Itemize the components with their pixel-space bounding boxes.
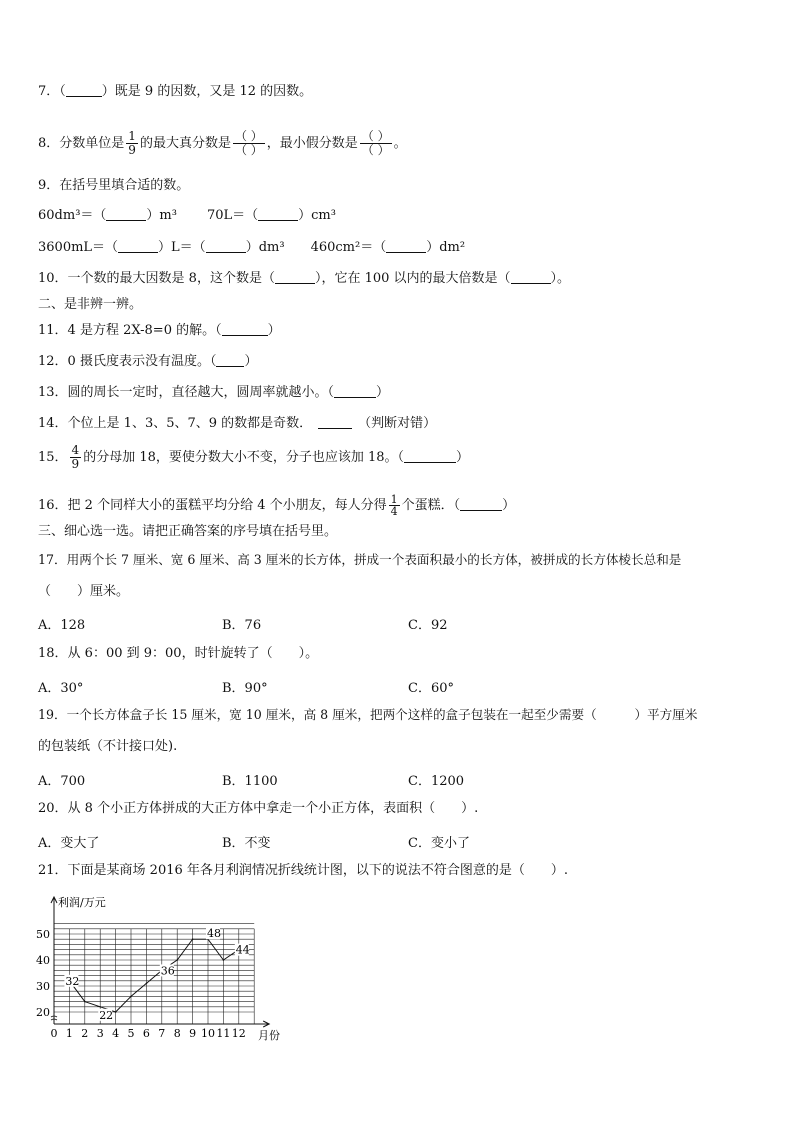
answer-fraction-blank[interactable]: $\frac{( )}{( )}$ xyxy=(234,129,263,157)
answer-blank[interactable] xyxy=(275,271,315,284)
data-label: 36 xyxy=(160,964,175,978)
question-20-options xyxy=(38,832,638,851)
answer-blank[interactable] xyxy=(106,208,146,221)
data-point xyxy=(115,1011,117,1013)
question-12: 12．0 摄氏度表示没有温度。（ ） xyxy=(38,354,258,369)
data-point xyxy=(99,1006,101,1008)
question-16: 16．把 2 个同样大小的蛋糕平均分给 4 个小朋友，每人分得 $\frac{1}{4}$ 个蛋糕．（ ） xyxy=(38,493,516,518)
question-18: 18．从 6：00 到 9：00，时针旋转了（ ）。 xyxy=(38,646,319,661)
data-label: 48 xyxy=(207,927,221,941)
fraction-one-ninth: $\frac{1}{9}$ xyxy=(128,129,136,157)
y-tick-label: 50 xyxy=(36,928,50,941)
question-14: 14．个位上是 1、3、5、7、9 的数都是奇数． （判断对错） xyxy=(38,416,437,431)
x-tick-label: 9 xyxy=(189,1027,197,1040)
question-21: 21．下面是某商场 2016 年各月利润情况折线统计图，以下的说法不符合图意的是（ ）. xyxy=(38,863,569,878)
option-a[interactable]: A．700 xyxy=(38,774,86,789)
chart-axes xyxy=(51,897,269,1027)
question-9: 9．在括号里填合适的数。 xyxy=(38,178,190,193)
option-a[interactable]: A．变大了 xyxy=(38,836,100,851)
x-tick-label: 2 xyxy=(81,1027,89,1040)
question-9-row-2: 3600mL＝（ ）L＝（ ）dm³ 460cm²＝（ ）dm² xyxy=(38,240,466,255)
answer-fraction-blank[interactable]: $\frac{( )}{( )}$ xyxy=(361,129,390,157)
x-tick-label: 5 xyxy=(127,1027,135,1040)
answer-blank[interactable] xyxy=(258,208,298,221)
x-tick-label: 6 xyxy=(142,1027,150,1040)
x-tick-label: 1 xyxy=(65,1027,73,1040)
data-point xyxy=(223,959,225,961)
x-tick-label: 3 xyxy=(96,1027,104,1040)
y-tick-label: 40 xyxy=(36,954,50,967)
y-axis-label: 利润/万元 xyxy=(58,896,106,909)
answer-blank[interactable] xyxy=(318,416,352,429)
option-b[interactable]: B．76 xyxy=(222,618,262,633)
answer-blank[interactable] xyxy=(511,271,551,284)
x-tick-label: 8 xyxy=(173,1027,181,1040)
y-tick-label: 30 xyxy=(36,980,50,993)
profit-line-chart xyxy=(36,892,296,1048)
option-c[interactable]: C．变小了 xyxy=(408,836,470,851)
answer-blank[interactable] xyxy=(118,240,158,253)
option-c[interactable]: C．1200 xyxy=(408,774,465,789)
section-2-heading: 二、是非辨一辨。 xyxy=(38,297,143,312)
answer-blank[interactable] xyxy=(66,84,102,97)
data-point xyxy=(146,983,148,985)
data-point xyxy=(84,1001,86,1003)
data-label: 22 xyxy=(99,1008,114,1022)
question-18-options xyxy=(38,677,638,696)
data-point xyxy=(192,938,194,940)
answer-blank[interactable] xyxy=(460,498,502,511)
question-17-line-1: 17．用两个长 7 厘米、宽 6 厘米、高 3 厘米的长方体，拼成一个表面积最小的长方体，被拼成的长方体棱长总和是 xyxy=(38,552,682,567)
fraction-one-quarter: $\frac{1}{4}$ xyxy=(390,493,398,518)
chart-grid xyxy=(54,924,254,1024)
question-19-line-1: 19．一个长方体盒子长 15 厘米，宽 10 厘米，高 8 厘米，把两个这样的盒子包装在一起至少需要（ ）平方厘米 xyxy=(38,707,698,722)
answer-blank[interactable] xyxy=(404,450,456,463)
question-15: 15． $\frac{4}{9}$ 的分母加 18，要使分数大小不变，分子也应该加 18。（ ） xyxy=(38,443,470,471)
option-c[interactable]: C．60° xyxy=(408,681,454,696)
question-8: 8．分数单位是 $\frac{1}{9}$ 的最大真分数是 $\frac{( )}{( )}$ ，最小假分数是 $\frac{( )}{( )}$ 。 xyxy=(38,129,407,157)
option-b[interactable]: B．90° xyxy=(222,681,268,696)
option-a[interactable]: A．128 xyxy=(38,618,86,633)
answer-blank[interactable] xyxy=(216,354,244,367)
data-point xyxy=(130,996,132,998)
x-tick-label: 7 xyxy=(158,1027,166,1040)
x-tick-label: 11 xyxy=(216,1027,231,1040)
question-17-line-2: （ ）厘米。 xyxy=(38,584,130,599)
x-tick-label: 4 xyxy=(112,1027,120,1040)
question-7: 7．（ ）既是 9 的因数，又是 12 的因数。 xyxy=(38,84,313,99)
answer-blank[interactable] xyxy=(334,385,376,398)
x-tick-label: 0 xyxy=(50,1027,58,1040)
question-13: 13．圆的周长一定时，直径越大，圆周率就越小。（ ） xyxy=(38,385,390,400)
answer-blank[interactable] xyxy=(222,323,268,336)
question-9-row-1: 60dm³＝（ ）m³ 70L＝（ ）cm³ xyxy=(38,208,336,223)
option-b[interactable]: B．不变 xyxy=(222,836,271,851)
data-label: 44 xyxy=(235,943,250,957)
answer-blank[interactable] xyxy=(386,240,426,253)
question-17-options xyxy=(38,614,638,633)
question-20: 20．从 8 个小正方体拼成的大正方体中拿走一个小正方体，表面积（ ）. xyxy=(38,801,479,816)
data-point xyxy=(176,959,178,961)
data-label: 32 xyxy=(65,974,80,988)
question-19-options xyxy=(38,770,638,789)
question-10: 10．一个数的最大因数是 8，这个数是（ ），它在 100 以内的最大倍数是（ ）。 xyxy=(38,271,571,286)
section-3-heading: 三、细心选一选。请把正确答案的序号填在括号里。 xyxy=(38,524,338,539)
x-axis-label: 月份 xyxy=(258,1029,280,1042)
fraction-four-ninths: $\frac{4}{9}$ xyxy=(71,443,80,471)
option-a[interactable]: A．30° xyxy=(38,681,84,696)
option-c[interactable]: C．92 xyxy=(408,618,448,633)
x-tick-label: 12 xyxy=(231,1027,246,1040)
answer-blank[interactable] xyxy=(206,240,246,253)
option-b[interactable]: B．1100 xyxy=(222,774,278,789)
x-tick-label: 10 xyxy=(201,1027,215,1040)
question-number: 7． xyxy=(38,84,60,99)
question-19-line-2: 的包装纸（不计接口处). xyxy=(38,739,178,754)
y-tick-label: 20 xyxy=(36,1006,50,1019)
question-11: 11．4 是方程 2X-8=0 的解。（ ） xyxy=(38,323,281,338)
